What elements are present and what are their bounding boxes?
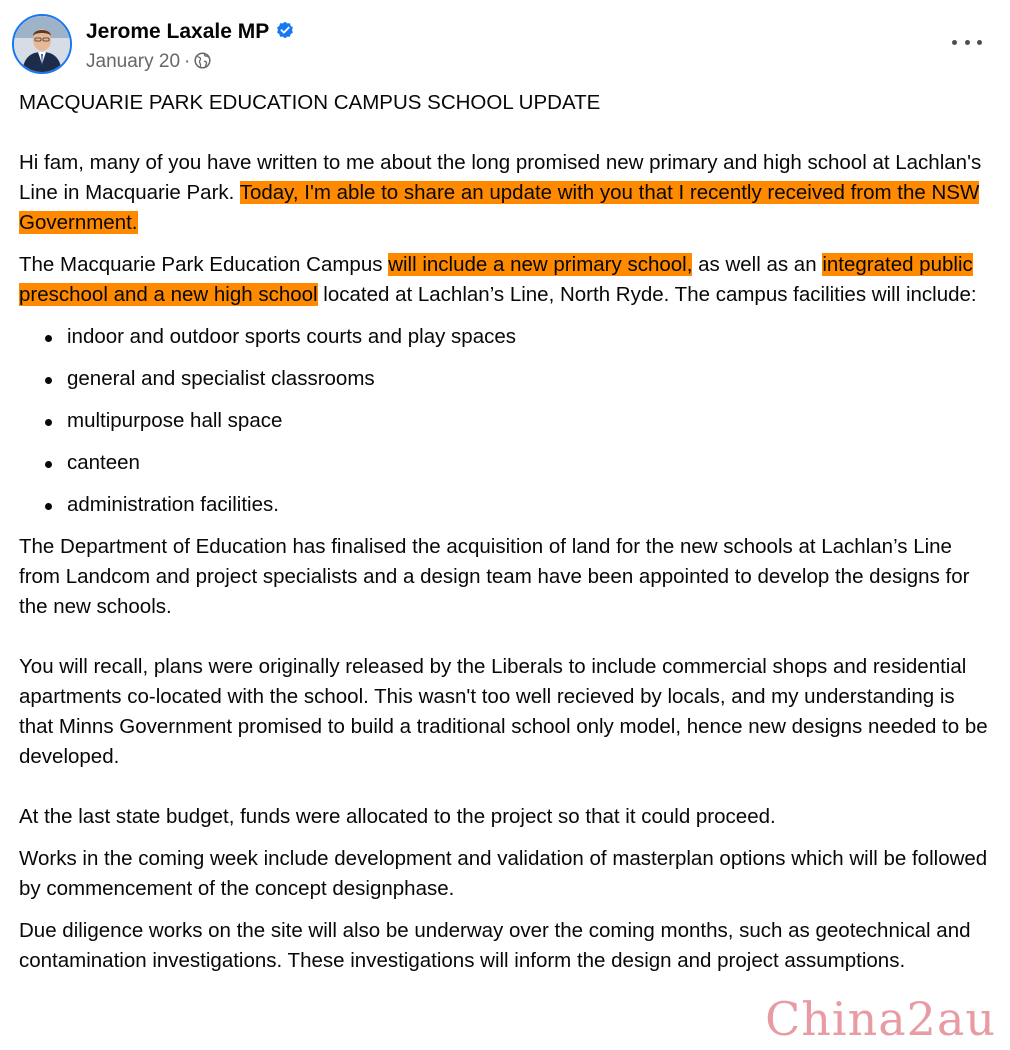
paragraph-budget: At the last state budget, funds were allocated to the project so that it could proceed. — [19, 805, 776, 828]
paragraph-original-plans: You will recall, plans were originally released by the Liberals to include commercial shops and residential apartments co-located with the school. This wasn't too well recieved by locals, and my understanding is that Minns Government promised to build a traditional school only model, hence new designs needed to be developed. — [19, 655, 988, 768]
campus-text-c: located at Lachlan’s Line, North Ryde. The campus facilities will include: — [317, 283, 977, 306]
meta-separator: · — [184, 51, 191, 72]
intro-text: Hi fam, many of you have written to me about the long promised new primary and high school at Lachlan's Line in Macquarie Park. — [19, 151, 982, 204]
list-item: canteen — [19, 448, 994, 478]
facilities-list — [19, 322, 994, 520]
globe-icon[interactable] — [194, 52, 211, 69]
post-header — [12, 14, 998, 78]
highlight-primary-school: will include a new primary school, — [388, 253, 693, 276]
paragraph-land-acquisition: The Department of Education has finalised the acquisition of land for the new schools at Lachlan’s Line from Landcom and project specialists and a design team have been appointed to develop the designs for the new schools. — [19, 535, 970, 618]
post-date[interactable]: January 20 — [86, 51, 181, 72]
avatar[interactable] — [12, 14, 72, 74]
author-name-row — [86, 20, 294, 44]
highlight-preschool-high-school: integrated public preschool and a new high school — [19, 253, 973, 306]
paragraph-due-diligence: Due diligence works on the site will also be underway over the coming months, such as geotechnical and contamination investigations. These investigations will inform the design and project assumptions. — [19, 919, 971, 972]
paragraph-works: Works in the coming week include development and validation of masterplan options which will be followed by commencement of the concept designphase. — [19, 847, 988, 900]
list-item: administration facilities. — [19, 490, 994, 520]
highlight-update: Today, I'm able to share an update with you that I recently received from the NSW Government. — [19, 181, 980, 234]
profile-photo — [14, 16, 70, 72]
verified-badge-icon — [276, 21, 294, 39]
post-meta — [86, 51, 211, 73]
author-name[interactable]: Jerome Laxale MP — [86, 20, 270, 43]
more-options-icon[interactable] — [952, 32, 982, 52]
post-title: MACQUARIE PARK EDUCATION CAMPUS SCHOOL UPDATE — [19, 91, 601, 114]
list-item: multipurpose hall space — [19, 406, 994, 436]
paragraph-campus — [19, 250, 994, 310]
campus-text-b: as well as an — [692, 253, 823, 276]
list-item: indoor and outdoor sports courts and play spaces — [19, 322, 994, 352]
post-body — [19, 88, 994, 976]
paragraph-intro — [19, 148, 994, 238]
campus-text-a: The Macquarie Park Education Campus — [19, 253, 389, 276]
list-item: general and specialist classrooms — [19, 364, 994, 394]
watermark: China2au — [765, 992, 996, 1046]
